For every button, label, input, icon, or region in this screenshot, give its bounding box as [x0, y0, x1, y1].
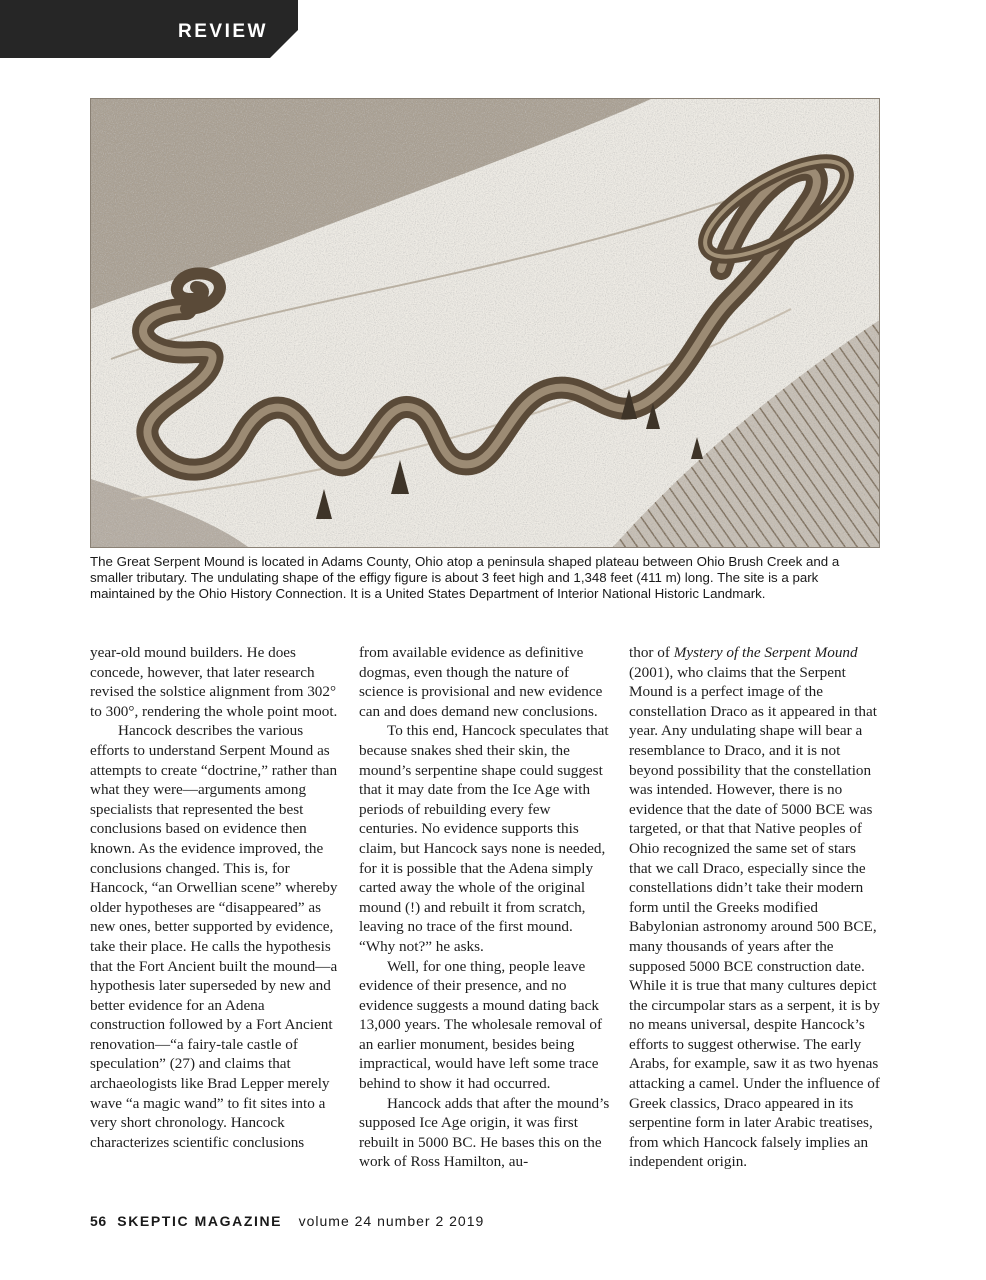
paragraph: from available evidence as definitive dogmas, even though the nature of science is provisional and new evidence can and does demand new conclusions.: [359, 644, 603, 720]
text-run: (2001), who claims that the Serpent Mound is a perfect image of the constellation Draco as it appeared in that year. Any undulating shape will bear a resemblance to Draco, and it is not beyond possibility that the constellation was intended. However, there is no evidence that the date of 5000 BCE was targeted, or that that Native peoples of Ohio recognized the same set of stars that we call Draco, especially since the constellations didn’t take their modern form until the Greeks modified Babylonian astronomy around 500 BCE, many thousands of years after the supposed 5000 BCE construction date. While it is true that many cultures depict the circumpolar stars as a serpent, it is by no means universal, despite Hancock’s efforts to suggest otherwise. The early Arabs, for example, saw it as two hyenas attacking a camel. Under the influence of Greek classics, Draco appeared in its serpentine form in later Arabic treatises, from which Hancock falsely implies an independent origin.: [629, 663, 880, 1171]
page-footer: [90, 1212, 484, 1230]
paragraph: To this end, Hancock speculates that because snakes shed their skin, the mound’s serpentine shape could suggest that it may date from the Ice Age with periods of rebuilding every few centuries. No evidence supports this claim, but Hancock says none is needed, for it is possible that the Adena simply carted away the whole of the original mound (!) and rebuilt it from scratch, leaving no trace of the first mound. “Why not?” he asks.: [359, 722, 609, 955]
page-number: 56: [90, 1213, 107, 1229]
book-title: Mystery of the Serpent Mound: [673, 644, 858, 661]
column-1: [90, 643, 342, 1152]
paragraph: Hancock describes the various efforts to understand Serpent Mound as attempts to create “doctrine,” rather than what they were—arguments among specialists that represented the best conclusions based on evidence then known. As the evidence improved, the conclusions changed. This is, for Hancock, “an Orwellian scene” whereby older hypotheses are “disappeared” as new ones, better supported by evidence, take their place. He calls the hypothesis that the Fort Ancient built the mound—a hypothesis later superseded by new and better evidence for an Adena construction followed by a Fort Ancient renovation—“a fairy-tale castle of speculation” (27) and claims that archaeologists like Brad Lepper merely wave “a magic wand” to fit sites into a very short chronology. Hancock characterizes scientific conclusions: [90, 722, 338, 1151]
column-2: [359, 643, 611, 1172]
serpent-mound-photo: [90, 98, 880, 548]
issue-info: volume 24 number 2 2019: [298, 1213, 485, 1229]
magazine-name: SKEPTIC MAGAZINE: [117, 1213, 283, 1229]
column-3: [629, 643, 881, 1172]
text-run: thor of: [629, 644, 674, 661]
section-label: REVIEW: [178, 21, 268, 42]
paragraph: Hancock adds that after the mound’s supposed Ice Age origin, it was first rebuilt in 5000 BC. He bases this on the work of Ross Hamilton, au-: [359, 1094, 610, 1171]
photo-caption: The Great Serpent Mound is located in Adams County, Ohio atop a peninsula shaped plateau between Ohio Brush Creek and a smaller tributary. The undulating shape of the effigy figure is about 3 feet high and 1,348 feet (411 m) long. The site is a park maintained by the Ohio History Connection. It is a United States Department of Interior National Historic Landmark.: [90, 554, 840, 602]
paragraph: year-old mound builders. He does concede, however, that later research revised the solstice alignment from 302° to 300°, rendering the whole point moot.: [90, 644, 338, 720]
paragraph: [629, 643, 881, 1172]
paragraph: Well, for one thing, people leave evidence of their presence, and no evidence suggests a mound dating back 13,000 years. The wholesale removal of an earlier monument, besides being impractical, would have left some trace behind to show it had occurred.: [359, 957, 603, 1093]
